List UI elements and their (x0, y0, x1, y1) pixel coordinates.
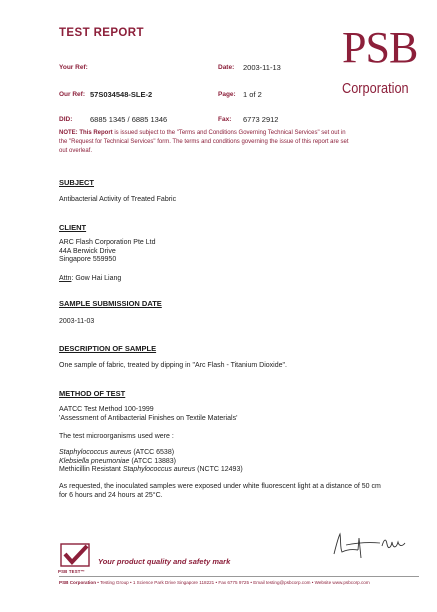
psb-logo (338, 24, 418, 106)
method-paragraph-line2: for 6 hours and 24 hours at 25°C. (59, 491, 163, 499)
psb-test-mark-icon (59, 542, 93, 572)
organism-1-code: (ATCC 6538) (131, 449, 175, 456)
your-ref-label: Your Ref: (59, 64, 88, 71)
submission-date-text: 2003-11-03 (59, 318, 95, 325)
organism-3 (59, 466, 243, 475)
sample-description-text: One sample of fabric, treated by dipping in "Arc Flash - Titanium Dioxide". (59, 362, 287, 369)
date-label: Date: (218, 64, 235, 71)
attn-label: Attn (59, 275, 72, 282)
fax-value: 6773 2912 (243, 115, 279, 124)
note-line3: out overleaf. (59, 147, 93, 154)
logo-psb-text: PSB (342, 23, 418, 72)
organism-1-name: Staphylococcus aureus (59, 449, 132, 456)
client-heading: CLIENT (59, 223, 87, 232)
organism-2 (59, 458, 176, 467)
organism-3-name: Staphylococcus aureus (122, 466, 196, 473)
terms-note (59, 129, 381, 155)
organism-3-code: (NCTC 12493) (195, 466, 243, 473)
method-line1: AATCC Test Method 100-1999 (59, 406, 154, 413)
subject-text: Antibacterial Activity of Treated Fabric (59, 196, 177, 203)
page-label: Page: (218, 91, 236, 98)
date-value: 2003-11-13 (243, 63, 281, 72)
signature-image (328, 524, 414, 564)
client-attn (59, 275, 121, 284)
footer-divider (59, 576, 419, 577)
note-lead: NOTE: This Report (59, 130, 113, 136)
did-value: 6885 1345 / 6885 1346 (90, 115, 168, 124)
organism-2-code: (ATCC 13883) (129, 457, 176, 465)
client-line3: Singapore 559950 (59, 256, 117, 263)
our-ref-label: Our Ref: (59, 91, 85, 98)
organism-2-name: Klebsiella pneumoniae (59, 457, 130, 465)
report-title: TEST REPORT (59, 27, 144, 39)
method-line2: 'Assessment of Antibacterial Finishes on Textile Materials' (59, 414, 238, 422)
attn-value: : Gow Hai Liang (71, 275, 122, 282)
psb-test-mark-label: PSB TEST™ (58, 569, 86, 574)
method-paragraph-line1: As requested, the inoculated samples were exposed under white fluorescent light at a distance of 50 cm (59, 483, 381, 490)
client-line1: ARC Flash Corporation Pte Ltd (59, 239, 156, 246)
footer-address-text: • Testing Group • 1 Science Park Drive Singapore 118221 • Fax 6775 9725 • Email testing@psbcorp.com • Website www.psbcorp.com (96, 580, 370, 585)
fax-label: Fax: (218, 116, 232, 123)
logo-corporation-text: Corporation (342, 80, 409, 97)
note-line2: the "Request for Technical Services" form. The terms and conditions governing the issue of this report are set (59, 138, 349, 145)
footer-address (59, 580, 370, 585)
our-ref-value: 57S034548-SLE-2 (90, 90, 153, 99)
organism-3-prefix: Methicillin Resistant (59, 466, 123, 473)
client-line2: 44A Berwick Drive (59, 247, 116, 255)
did-label: DID: (59, 116, 73, 123)
note-line1: is issued subject to the "Terms and Conditions Governing Technical Services" set out in (112, 130, 346, 136)
footer-org: PSB Corporation (59, 580, 97, 585)
subject-heading: SUBJECT (59, 178, 95, 187)
organisms-intro: The test microorganisms used were : (59, 433, 174, 440)
submission-date-heading: SAMPLE SUBMISSION DATE (59, 299, 162, 308)
organism-1 (59, 449, 174, 458)
method-heading: METHOD OF TEST (59, 389, 126, 398)
page-value: 1 of 2 (243, 90, 262, 99)
footer-tagline: Your product quality and safety mark (98, 557, 231, 566)
sample-description-heading: DESCRIPTION OF SAMPLE (59, 344, 157, 353)
